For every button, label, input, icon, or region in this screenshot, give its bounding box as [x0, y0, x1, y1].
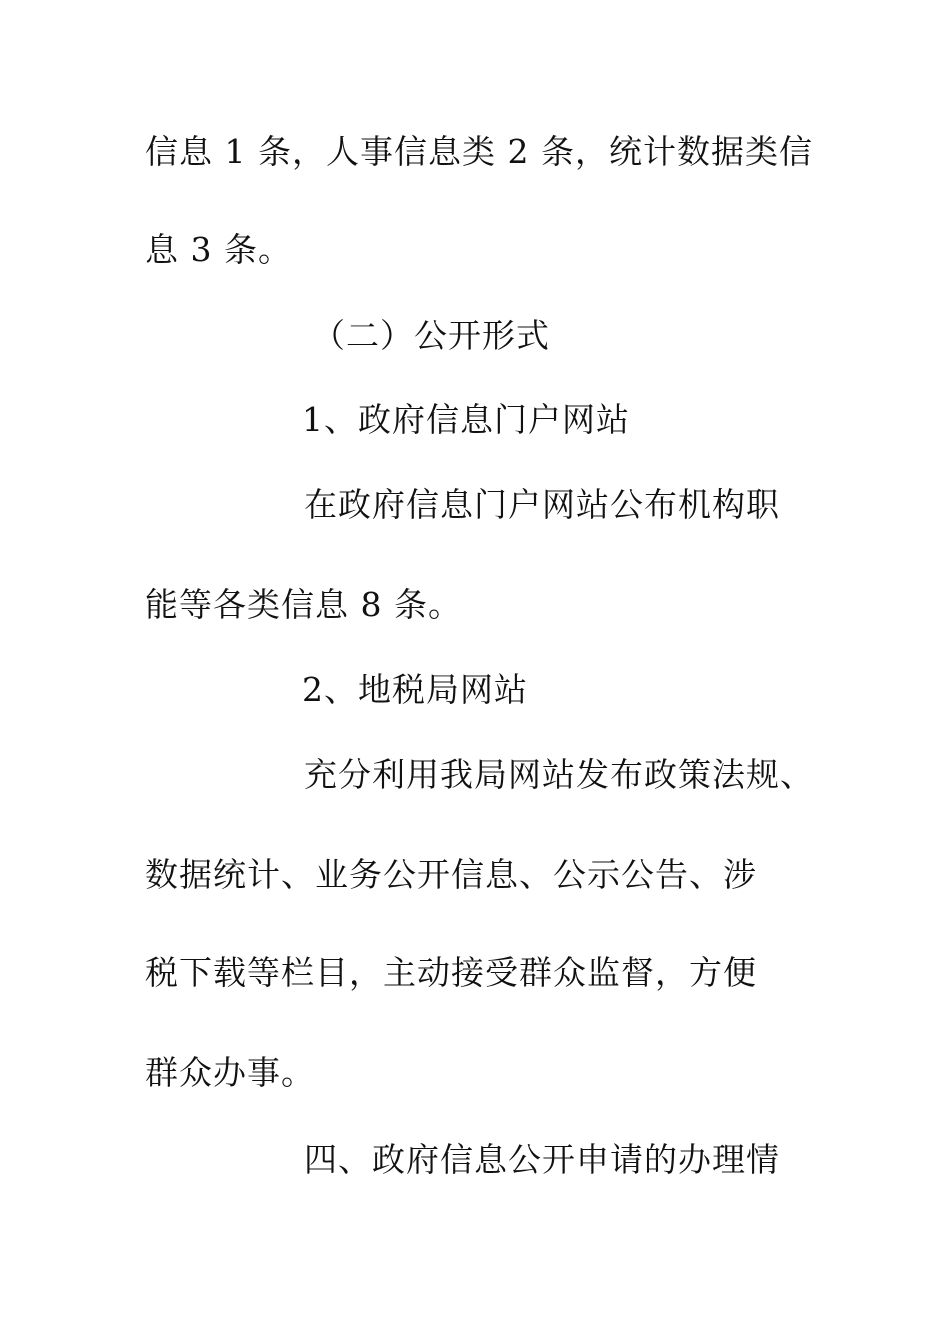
paragraph-line: 群众办事。: [145, 1053, 315, 1092]
subsection-heading: 2、地税局网站: [302, 670, 528, 709]
paragraph-line: 充分利用我局网站发布政策法规、: [304, 755, 814, 794]
paragraph-line: 数据统计、业务公开信息、公示公告、涉: [145, 855, 757, 894]
paragraph-continuation-line: 息 3 条。: [145, 230, 292, 269]
subsection-heading: 1、政府信息门户网站: [302, 400, 630, 439]
paragraph-line: 能等各类信息 8 条。: [145, 585, 462, 624]
paragraph-line: 税下载等栏目，主动接受群众监督，方便: [145, 953, 757, 992]
paragraph-continuation-line: 信息 1 条，人事信息类 2 条，统计数据类信: [145, 132, 813, 171]
paragraph-line: 在政府信息门户网站公布机构职: [304, 485, 780, 524]
section-heading: 四、政府信息公开申请的办理情: [304, 1140, 780, 1179]
section-heading: （二）公开形式: [312, 316, 550, 355]
